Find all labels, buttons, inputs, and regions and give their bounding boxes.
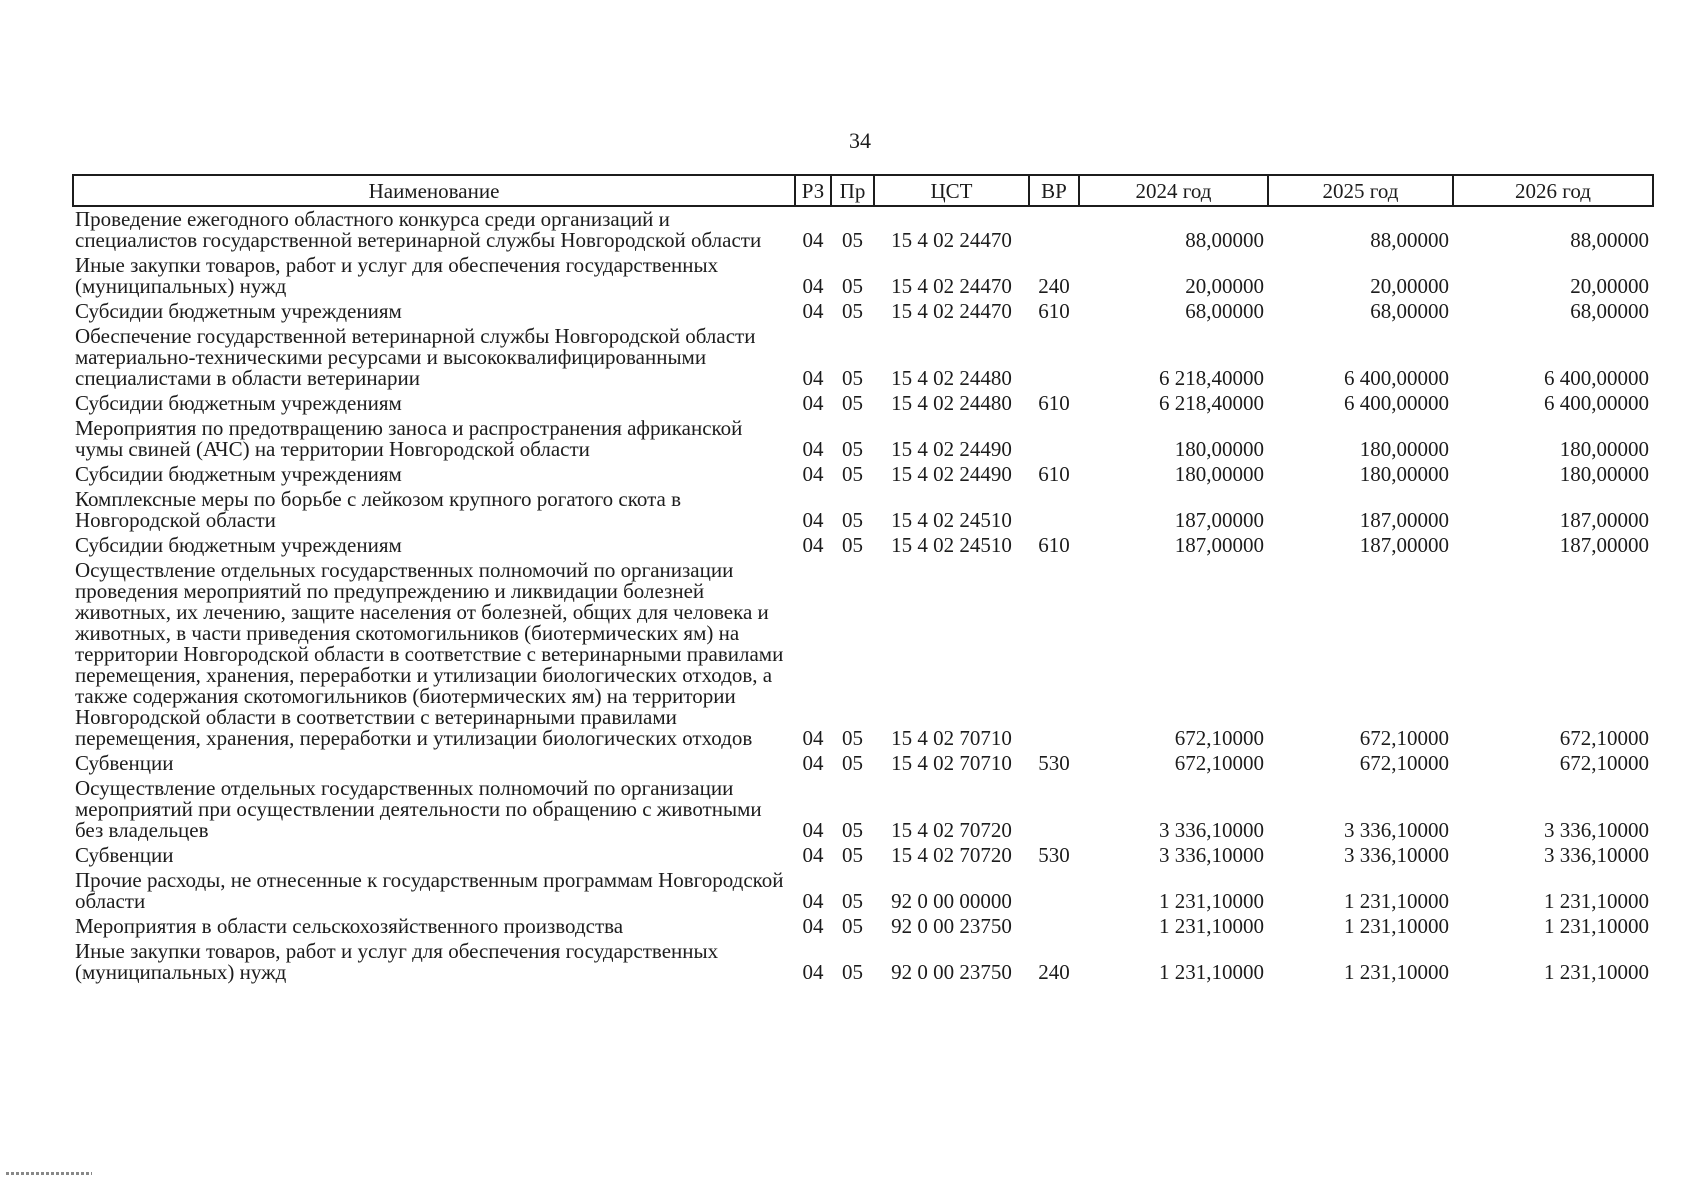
row-pr: 05 bbox=[842, 914, 863, 938]
row-2026: 672,10000 bbox=[1559, 726, 1649, 750]
row-pr: 05 bbox=[842, 274, 863, 298]
row-2026: 3 336,10000 bbox=[1544, 818, 1649, 842]
row-vr: 610 bbox=[1038, 391, 1070, 415]
row-2026: 1 231,10000 bbox=[1544, 914, 1649, 938]
row-2024: 187,00000 bbox=[1174, 533, 1264, 557]
row-pr: 05 bbox=[842, 437, 863, 461]
row-2024: 20,00000 bbox=[1185, 274, 1264, 298]
table-row bbox=[73, 253, 1653, 299]
table-header bbox=[73, 175, 1653, 206]
row-vr: 610 bbox=[1038, 462, 1070, 486]
row-pr: 05 bbox=[842, 751, 863, 775]
row-2025: 3 336,10000 bbox=[1344, 818, 1449, 842]
row-name: Осуществление отдельных государственных полномочий по организации проведения мероприятий по предупреждению и ликвидации болезней животных, их лечению, защите населения от болезней, общих для человека и животных, в части приведения скотомогильников (биотермических ям) на территории Новгородской области в соответствие с ветеринарными правилами перемещения, хранения, переработки и утилизации биологических отходов, а также содержания скотомогильников (биотермических ям) на территории Новгородской области в соответствии с ветеринарными правилами перемещения, хранения, переработки и утилизации биологических отходов bbox=[75, 558, 784, 750]
row-cst: 15 4 02 70720 bbox=[891, 843, 1012, 867]
row-2026: 6 400,00000 bbox=[1544, 391, 1649, 415]
row-2026: 672,10000 bbox=[1559, 751, 1649, 775]
table-body bbox=[73, 206, 1653, 985]
table-row bbox=[73, 487, 1653, 533]
header-2024: 2024 год bbox=[1079, 175, 1268, 206]
row-cst: 15 4 02 24490 bbox=[891, 437, 1012, 461]
row-2025: 187,00000 bbox=[1359, 508, 1449, 532]
row-2025: 672,10000 bbox=[1359, 751, 1449, 775]
header-cst: ЦСТ bbox=[874, 175, 1029, 206]
row-cst: 15 4 02 70710 bbox=[891, 726, 1012, 750]
header-rz: РЗ bbox=[795, 175, 831, 206]
table-row bbox=[73, 914, 1653, 939]
row-vr: 240 bbox=[1038, 960, 1070, 984]
row-name: Прочие расходы, не отнесенные к государственным программам Новгородской области bbox=[75, 868, 784, 913]
row-pr: 05 bbox=[842, 726, 863, 750]
budget-table bbox=[72, 174, 1654, 985]
row-rz: 04 bbox=[802, 508, 824, 532]
table-row bbox=[73, 324, 1653, 391]
row-2024: 6 218,40000 bbox=[1159, 366, 1264, 390]
row-2025: 3 336,10000 bbox=[1344, 843, 1449, 867]
header-2026: 2026 год bbox=[1453, 175, 1653, 206]
row-name: Проведение ежегодного областного конкурса среди организаций и специалистов государственной ветеринарной службы Новгородской области bbox=[75, 207, 762, 252]
row-vr: 610 bbox=[1038, 299, 1070, 323]
page-number: 34 bbox=[849, 128, 871, 153]
row-name: Субсидии бюджетным учреждениям bbox=[75, 299, 402, 323]
row-cst: 92 0 00 23750 bbox=[891, 960, 1012, 984]
row-2024: 187,00000 bbox=[1174, 508, 1264, 532]
row-cst: 15 4 02 24510 bbox=[891, 508, 1012, 532]
row-2024: 88,00000 bbox=[1185, 228, 1264, 252]
row-2025: 180,00000 bbox=[1359, 437, 1449, 461]
row-name: Субсидии бюджетным учреждениям bbox=[75, 533, 402, 557]
row-cst: 15 4 02 24480 bbox=[891, 366, 1012, 390]
row-2026: 68,00000 bbox=[1570, 299, 1649, 323]
row-2024: 3 336,10000 bbox=[1159, 818, 1264, 842]
row-rz: 04 bbox=[802, 462, 824, 486]
table-row bbox=[73, 939, 1653, 985]
row-2026: 3 336,10000 bbox=[1544, 843, 1649, 867]
row-rz: 04 bbox=[802, 366, 824, 390]
table-row bbox=[73, 558, 1653, 751]
row-name: Иные закупки товаров, работ и услуг для обеспечения государственных (муниципальных) нужд bbox=[75, 253, 719, 298]
row-pr: 05 bbox=[842, 508, 863, 532]
row-cst: 15 4 02 70720 bbox=[891, 818, 1012, 842]
row-2025: 88,00000 bbox=[1370, 228, 1449, 252]
row-pr: 05 bbox=[842, 889, 863, 913]
row-name: Субвенции bbox=[75, 843, 174, 867]
row-cst: 15 4 02 70710 bbox=[891, 751, 1012, 775]
row-rz: 04 bbox=[802, 751, 824, 775]
row-2026: 180,00000 bbox=[1559, 437, 1649, 461]
row-2025: 6 400,00000 bbox=[1344, 366, 1449, 390]
row-2026: 187,00000 bbox=[1559, 508, 1649, 532]
row-2025: 6 400,00000 bbox=[1344, 391, 1449, 415]
row-2025: 672,10000 bbox=[1359, 726, 1449, 750]
row-vr: 530 bbox=[1038, 843, 1070, 867]
row-rz: 04 bbox=[802, 889, 824, 913]
row-2025: 68,00000 bbox=[1370, 299, 1449, 323]
row-pr: 05 bbox=[842, 843, 863, 867]
row-rz: 04 bbox=[802, 391, 824, 415]
row-vr bbox=[1029, 914, 1079, 939]
row-cst: 15 4 02 24470 bbox=[891, 274, 1012, 298]
row-name: Субсидии бюджетным учреждениям bbox=[75, 391, 402, 415]
row-pr: 05 bbox=[842, 818, 863, 842]
row-vr bbox=[1029, 776, 1079, 843]
scan-artifact bbox=[6, 1172, 92, 1175]
row-2025: 1 231,10000 bbox=[1344, 889, 1449, 913]
row-2024: 68,00000 bbox=[1185, 299, 1264, 323]
table-row bbox=[73, 776, 1653, 843]
row-2024: 6 218,40000 bbox=[1159, 391, 1264, 415]
row-vr bbox=[1029, 416, 1079, 462]
row-2026: 20,00000 bbox=[1570, 274, 1649, 298]
row-vr bbox=[1029, 558, 1079, 751]
row-pr: 05 bbox=[842, 462, 863, 486]
row-cst: 92 0 00 00000 bbox=[891, 889, 1012, 913]
row-pr: 05 bbox=[842, 228, 863, 252]
row-cst: 15 4 02 24470 bbox=[891, 228, 1012, 252]
header-pr: Пр bbox=[831, 175, 874, 206]
table-row bbox=[73, 416, 1653, 462]
row-2024: 1 231,10000 bbox=[1159, 914, 1264, 938]
row-rz: 04 bbox=[802, 228, 824, 252]
row-2026: 88,00000 bbox=[1570, 228, 1649, 252]
row-rz: 04 bbox=[802, 533, 824, 557]
row-2025: 1 231,10000 bbox=[1344, 960, 1449, 984]
row-pr: 05 bbox=[842, 391, 863, 415]
row-cst: 15 4 02 24490 bbox=[891, 462, 1012, 486]
row-name: Субсидии бюджетным учреждениям bbox=[75, 462, 402, 486]
row-2024: 672,10000 bbox=[1174, 751, 1264, 775]
row-rz: 04 bbox=[802, 726, 824, 750]
row-pr: 05 bbox=[842, 366, 863, 390]
row-rz: 04 bbox=[802, 299, 824, 323]
row-2024: 3 336,10000 bbox=[1159, 843, 1264, 867]
row-2024: 1 231,10000 bbox=[1159, 889, 1264, 913]
row-rz: 04 bbox=[802, 274, 824, 298]
row-2024: 1 231,10000 bbox=[1159, 960, 1264, 984]
header-vr: ВР bbox=[1029, 175, 1079, 206]
row-name: Обеспечение государственной ветеринарной службы Новгородской области материально-техническими ресурсами и высококвалифицированными специалистами в области ветеринарии bbox=[75, 324, 756, 390]
row-pr: 05 bbox=[842, 299, 863, 323]
table-row bbox=[73, 299, 1653, 324]
row-name: Осуществление отдельных государственных полномочий по организации мероприятий при осуществлении деятельности по обращению с животными без владельцев bbox=[75, 776, 762, 842]
table-row bbox=[73, 206, 1653, 253]
row-2026: 187,00000 bbox=[1559, 533, 1649, 557]
row-vr bbox=[1029, 206, 1079, 253]
table-row bbox=[73, 533, 1653, 558]
row-2026: 6 400,00000 bbox=[1544, 366, 1649, 390]
row-pr: 05 bbox=[842, 533, 863, 557]
row-vr bbox=[1029, 487, 1079, 533]
row-cst: 15 4 02 24480 bbox=[891, 391, 1012, 415]
row-rz: 04 bbox=[802, 437, 824, 461]
row-2026: 1 231,10000 bbox=[1544, 889, 1649, 913]
row-vr bbox=[1029, 324, 1079, 391]
table-row bbox=[73, 843, 1653, 868]
table-row bbox=[73, 462, 1653, 487]
row-2025: 1 231,10000 bbox=[1344, 914, 1449, 938]
table-row bbox=[73, 391, 1653, 416]
row-rz: 04 bbox=[802, 843, 824, 867]
row-name: Иные закупки товаров, работ и услуг для обеспечения государственных (муниципальных) нужд bbox=[75, 939, 719, 984]
row-cst: 92 0 00 23750 bbox=[891, 914, 1012, 938]
row-cst: 15 4 02 24470 bbox=[891, 299, 1012, 323]
row-name: Мероприятия в области сельскохозяйственного производства bbox=[75, 914, 624, 938]
header-2025: 2025 год bbox=[1268, 175, 1453, 206]
row-2026: 180,00000 bbox=[1559, 462, 1649, 486]
row-pr: 05 bbox=[842, 960, 863, 984]
row-rz: 04 bbox=[802, 818, 824, 842]
table-row bbox=[73, 868, 1653, 914]
row-name: Мероприятия по предотвращению заноса и распространения африканской чумы свиней (АЧС) на территории Новгородской области bbox=[75, 416, 743, 461]
row-vr: 610 bbox=[1038, 533, 1070, 557]
row-2025: 187,00000 bbox=[1359, 533, 1449, 557]
header-name: Наименование bbox=[73, 175, 795, 206]
row-vr: 240 bbox=[1038, 274, 1070, 298]
row-2024: 180,00000 bbox=[1174, 437, 1264, 461]
row-name: Комплексные меры по борьбе с лейкозом крупного рогатого скота в Новгородской области bbox=[75, 487, 682, 532]
row-vr bbox=[1029, 868, 1079, 914]
row-name: Субвенции bbox=[75, 751, 174, 775]
row-rz: 04 bbox=[802, 960, 824, 984]
row-vr: 530 bbox=[1038, 751, 1070, 775]
row-cst: 15 4 02 24510 bbox=[891, 533, 1012, 557]
row-2026: 1 231,10000 bbox=[1544, 960, 1649, 984]
row-2024: 672,10000 bbox=[1174, 726, 1264, 750]
table-row bbox=[73, 751, 1653, 776]
row-2024: 180,00000 bbox=[1174, 462, 1264, 486]
row-2025: 180,00000 bbox=[1359, 462, 1449, 486]
row-2025: 20,00000 bbox=[1370, 274, 1449, 298]
row-rz: 04 bbox=[802, 914, 824, 938]
